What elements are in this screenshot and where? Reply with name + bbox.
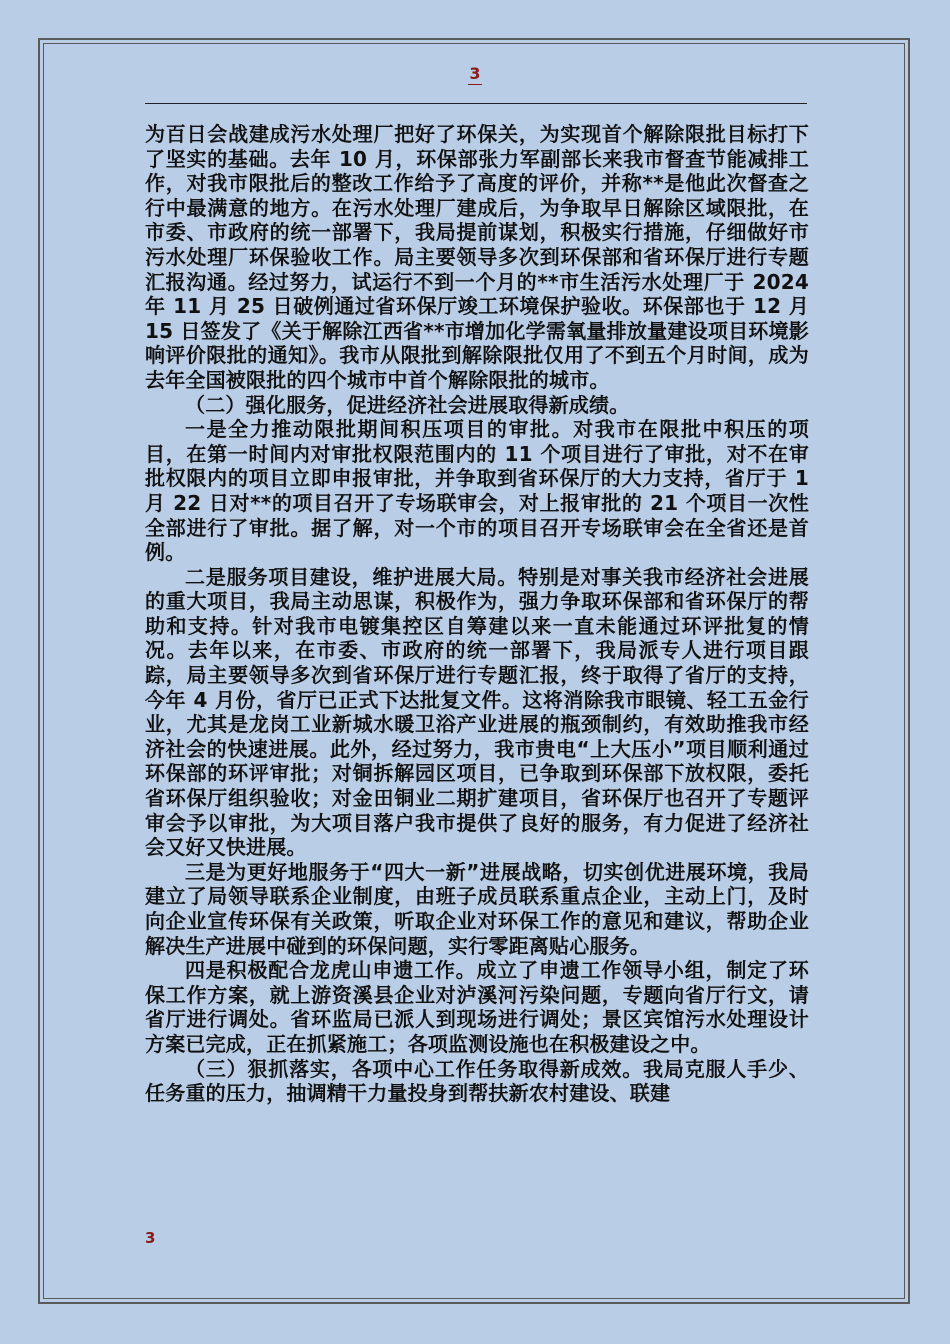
paragraph-4: 二是服务项目建设，维护进展大局。特别是对事关我市经济社会进展的重大项目，我局主动思谋，积极作为，强力争取环保部和省环保厅的帮助和支持。针对我市电镀集控区自筹建以来一直未能通过环评批复的情况。去年以来，在市委、市政府的统一部署下，我局派专人进行项目跟踪，局主要领导多次到省环保厅进行专题汇报，终于取得了省厅的支持，今年 4 月份，省厅已正式下达批复文件。这将消除我市眼镜、轻工五金行业，尤其是龙岗工业新城水暖卫浴产业进展的瓶颈制约，有效助推我市经济社会的快速进展。此外，经过努力，我市贵电“上大压小”项目顺利通过环保部的环评审批；对铜拆解园区项目，已争取到环保部下放权限，委托省环保厅组织验收；对金田铜业二期扩建项目，省环保厅也召开了专题评审会予以审批，为大项目落户我市提供了良好的服务，有力促进了经济社会又好又快进展。 <box>145 564 809 860</box>
paragraph-1: 为百日会战建成污水处理厂把好了环保关，为实现首个解除限批目标打下了坚实的基础。去年 10 月，环保部张力军副部长来我市督查节能减排工作，对我市限批后的整改工作给予了高度的评价，并称**是他此次督查之行中最满意的地方。在污水处理厂建成后，为争取早日解除区域限批，在市委、市政府的统一部署下，我局提前谋划，积极实行措施，仔细做好市污水处理厂环保验收工作。局主要领导多次到环保部和省环保厅进行专题汇报沟通。经过努力，试运行不到一个月的**市生活污水处理厂于 2024 年 11 月 25 日破例通过省环保厅竣工环境保护验收。环保部也于 12 月 15 日签发了《关于解除江西省**市增加化学需氧量排放量建设项目环境影响评价限批的通知》。我市从限批到解除限批仅用了不到五个月时间，成为去年全国被限批的四个城市中首个解除限批的城市。 <box>145 122 809 392</box>
paragraph-6: 四是积极配合龙虎山申遗工作。成立了申遗工作领导小组，制定了环保工作方案，就上游资溪县企业对泸溪河污染问题，专题向省厅行文，请省厅进行调处。省环监局已派人到现场进行调处；景区宾馆污水处理设计方案已完成，正在抓紧施工；各项监测设施也在积极建设之中。 <box>145 958 809 1056</box>
paragraph-3: 一是全力推动限批期间积压项目的审批。对我市在限批中积压的项目，在第一时间内对审批权限范围内的 11 个项目进行了审批，对不在审批权限内的项目立即申报审批，并争取到省环保厅的大力支持，省厅于 1 月 22 日对**的项目召开了专场联审会，对上报审批的 21 个项目一次性全部进行了审批。据了解，对一个市的项目召开专场联审会在全省还是首例。 <box>145 417 809 565</box>
header-rule <box>145 103 807 104</box>
header-page-number <box>0 64 950 83</box>
document-body <box>145 122 809 1106</box>
section-heading-2: （二）强化服务，促进经济社会进展取得新成绩。 <box>185 392 630 417</box>
paragraph-7: （三）狠抓落实，各项中心工作任务取得新成效。我局克服人手少、任务重的压力，抽调精干力量投身到帮扶新农村建设、联建 <box>145 1056 809 1106</box>
header-page-number-text: 3 <box>469 64 481 83</box>
footer-page-number: 3 <box>145 1229 156 1247</box>
paragraph-5: 三是为更好地服务于“四大一新”进展战略，切实创优进展环境，我局建立了局领导联系企业制度，由班子成员联系重点企业，主动上门，及时向企业宣传环保有关政策，听取企业对环保工作的意见和建议，帮助企业解决生产进展中碰到的环保问题，实行零距离贴心服务。 <box>145 859 809 958</box>
